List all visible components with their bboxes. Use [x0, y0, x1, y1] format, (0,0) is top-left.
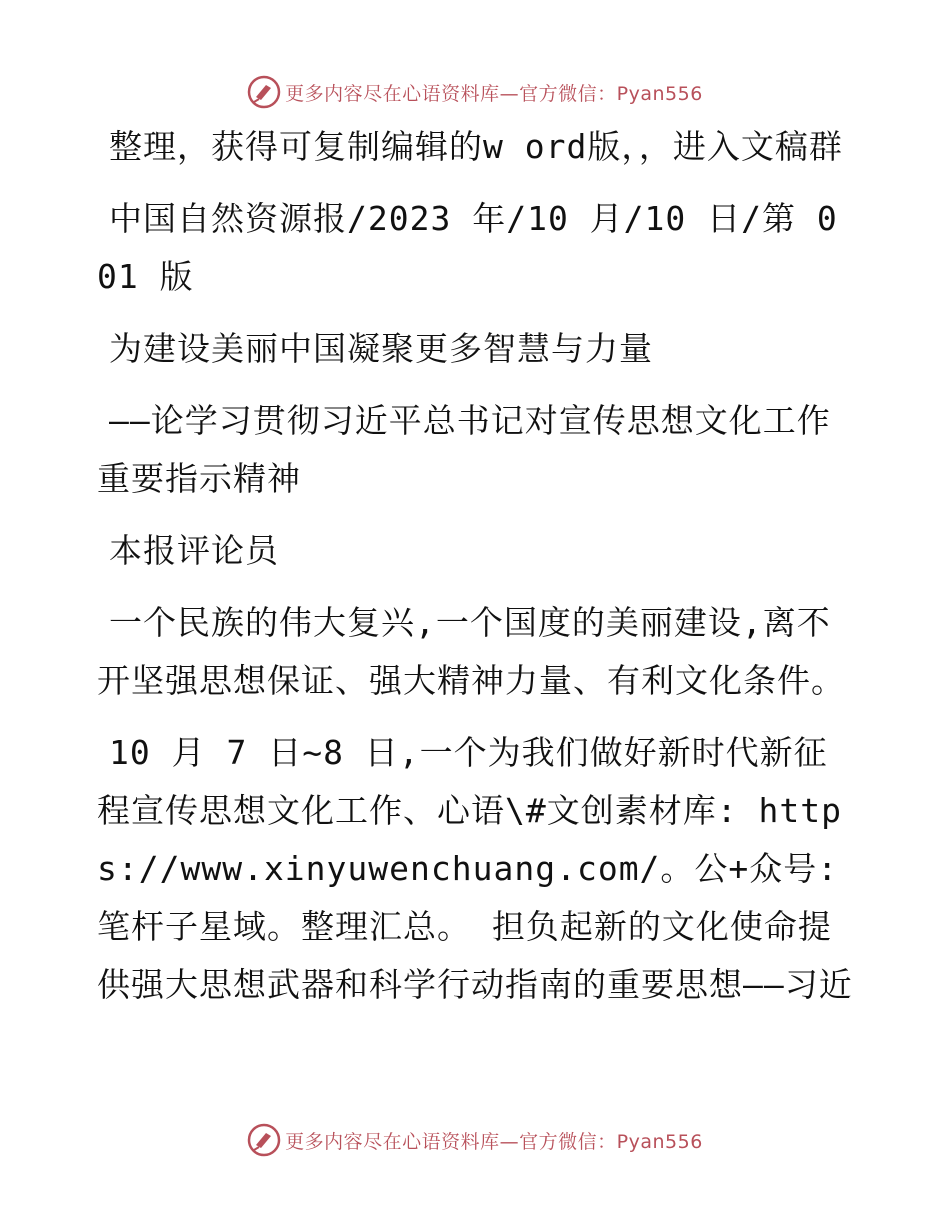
paragraph-intro: 整理，获得可复制编辑的w ord版，，进入文稿群: [109, 127, 843, 166]
paragraph-body-2: 10 月 7 日~8 日,一个为我们做好新时代新征程宣传思想文化工作、心语\#文创素材库: https://www.xinyuwenchuang.com/。公+众号: 笔杆子星域。整理汇总。 担负起新的文化使命提供强大思想武器和科学行动指南的重要思想——习近: [97, 733, 853, 1004]
logo-icon: [247, 75, 281, 109]
paragraph-body-1: 一个民族的伟大复兴,一个国度的美丽建设,离不开坚强思想保证、强大精神力量、有利文化条件。: [97, 603, 845, 700]
logo-icon: [247, 1123, 281, 1157]
article-author: 本报评论员: [109, 531, 279, 570]
article-subtitle: ——论学习贯彻习近平总书记对宣传思想文化工作重要指示精神: [97, 401, 831, 498]
header-banner-text: 更多内容尽在心语资料库—官方微信：Pyan556: [285, 82, 703, 105]
footer-banner-text: 更多内容尽在心语资料库—官方微信：Pyan556: [285, 1130, 703, 1153]
footer-banner: [0, 1118, 950, 1162]
header-banner: [0, 70, 950, 114]
paragraph-source: 中国自然资源报/2023 年/10 月/10 日/第 001 版: [97, 199, 838, 296]
document-body: [97, 118, 857, 1028]
article-title: 为建设美丽中国凝聚更多智慧与力量: [109, 329, 653, 368]
